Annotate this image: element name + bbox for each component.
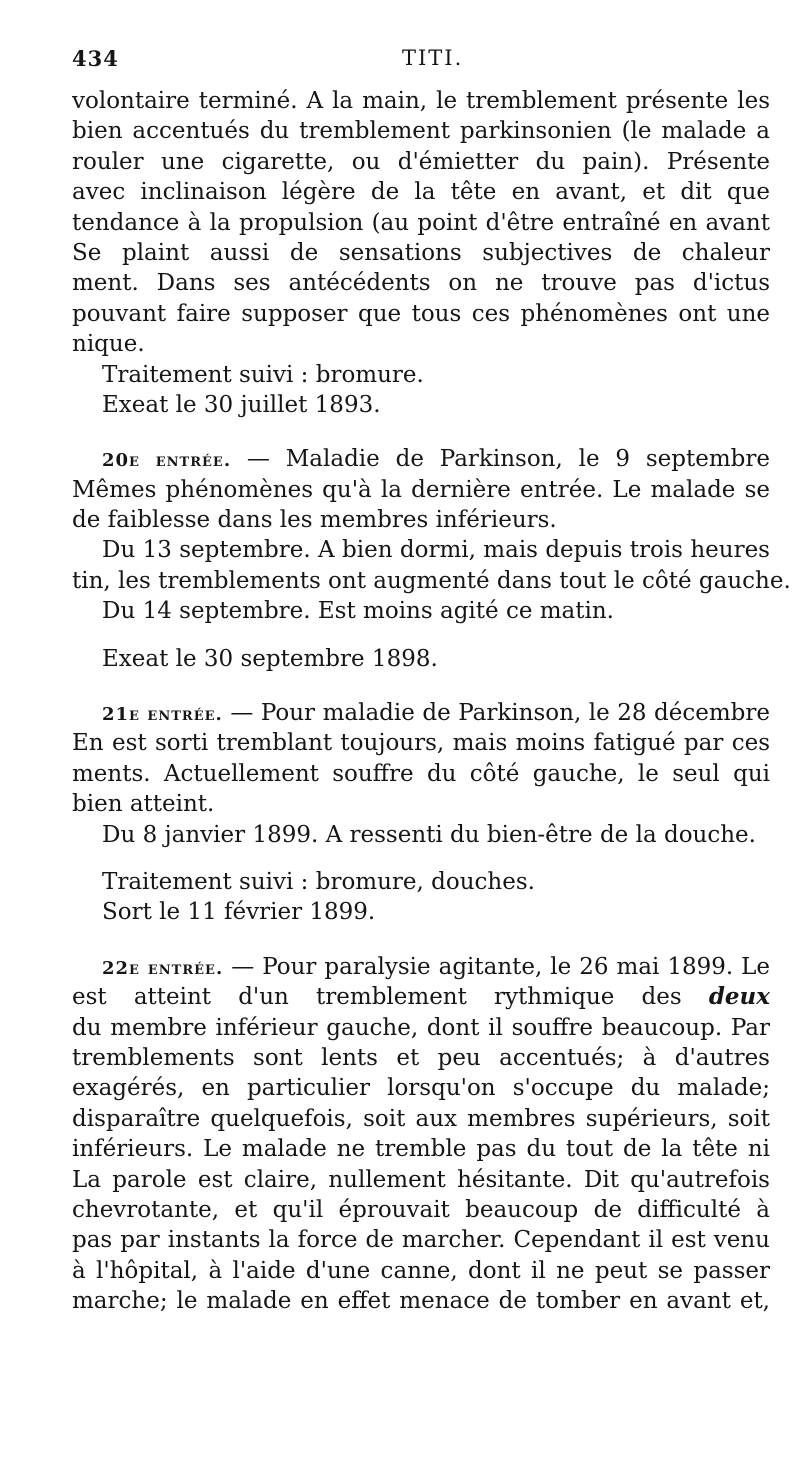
text-line: Du 14 septembre. Est moins agité ce matin. — [102, 598, 614, 625]
exeat-line: Sort le 11 février 1899. — [102, 899, 376, 926]
text-line: ments. Actuellement souffre du côté gauche, le seul qui — [72, 760, 770, 787]
text-line: ment. Dans ses antécédents on ne trouve pas d'ictus — [72, 270, 770, 297]
entry-heading-22 — [72, 952, 770, 982]
text-line: En est sorti tremblant toujours, mais moins fatigué par ces — [72, 730, 770, 757]
entry-label: 20e entrée. — [102, 450, 232, 472]
text-line: inférieurs. Le malade ne tremble pas du tout de la tête ni — [72, 1136, 770, 1163]
paragraph-gap — [72, 850, 770, 867]
paragraph-gap — [72, 420, 770, 444]
text-line — [72, 982, 770, 1012]
text-fragment: est atteint d'un tremblement rythmique des — [72, 984, 682, 1011]
text-line: à l'hôpital, à l'aide d'une canne, dont il ne peut se passer — [72, 1257, 770, 1284]
text-line: bien accentués du tremblement parkinsonien (le malade a — [72, 118, 770, 145]
text-line: tin, les tremblements ont augmenté dans tout le côté gauche. — [72, 567, 791, 594]
running-title: TITI. — [402, 46, 464, 70]
entry-heading-text: — Pour paralysie agitante, le 26 mai 1899. Le — [231, 953, 770, 980]
paragraph-gap — [72, 674, 770, 698]
paragraph-gap — [72, 928, 770, 952]
exeat-line: Exeat le 30 septembre 1898. — [102, 645, 438, 672]
entry-heading-21 — [72, 698, 770, 728]
page-number: 434 — [72, 46, 119, 71]
entry-label: 22e entrée. — [102, 957, 224, 979]
body-text — [72, 86, 791, 1316]
text-line: pas par instants la force de marcher. Cependant il est venu — [72, 1227, 770, 1254]
page-header — [72, 46, 770, 76]
entry-heading-20 — [72, 444, 770, 474]
text-line: pouvant faire supposer que tous ces phénomènes ont une — [72, 300, 770, 327]
entry-heading-text: — Pour maladie de Parkinson, le 28 décembre — [230, 700, 770, 727]
paragraph-gap — [72, 627, 770, 644]
text-line: exagérés, en particulier lorsqu'on s'occupe du malade; — [72, 1075, 770, 1102]
text-line: Mêmes phénomènes qu'à la dernière entrée. Le malade se — [72, 476, 770, 503]
treatment-line: Traitement suivi : bromure, douches. — [102, 868, 535, 895]
text-line: nique. — [72, 331, 145, 358]
text-line: disparaître quelquefois, soit aux membres supérieurs, soit — [72, 1105, 770, 1132]
text-line: de faiblesse dans les membres inférieurs. — [72, 507, 557, 534]
text-line: marche; le malade en effet menace de tomber en avant et, — [72, 1288, 770, 1315]
text-line: La parole est claire, nullement hésitante. Dit qu'autrefois — [72, 1166, 770, 1193]
entry-heading-text: — Maladie de Parkinson, le 9 septembre — [246, 446, 770, 473]
text-line: Du 8 janvier 1899. A ressenti du bien-être de la douche. — [102, 821, 756, 848]
entry-label: 21e entrée. — [102, 704, 223, 726]
text-line: chevrotante, et qu'il éprouvait beaucoup de difficulté à — [72, 1196, 770, 1223]
text-line: volontaire terminé. A la main, le tremblement présente les — [72, 88, 770, 114]
text-line: tremblements sont lents et peu accentués; à d'autres — [72, 1044, 770, 1071]
text-line: avec inclinaison légère de la tête en avant, et dit que — [72, 179, 770, 206]
italic-phrase: deux — [708, 983, 770, 1011]
text-line: Du 13 septembre. A bien dormi, mais depuis trois heures — [102, 537, 770, 564]
text-line: Se plaint aussi de sensations subjectives de chaleur — [72, 239, 770, 266]
treatment-line: Traitement suivi : bromure. — [102, 361, 424, 388]
exeat-line: Exeat le 30 juillet 1893. — [102, 391, 381, 418]
text-line: bien atteint. — [72, 791, 215, 818]
text-line: rouler une cigarette, ou d'émietter du pain). Présente — [72, 148, 770, 175]
text-line: du membre inférieur gauche, dont il souffre beaucoup. Par — [72, 1014, 770, 1041]
text-line: tendance à la propulsion (au point d'être entraîné en avant — [72, 209, 770, 236]
